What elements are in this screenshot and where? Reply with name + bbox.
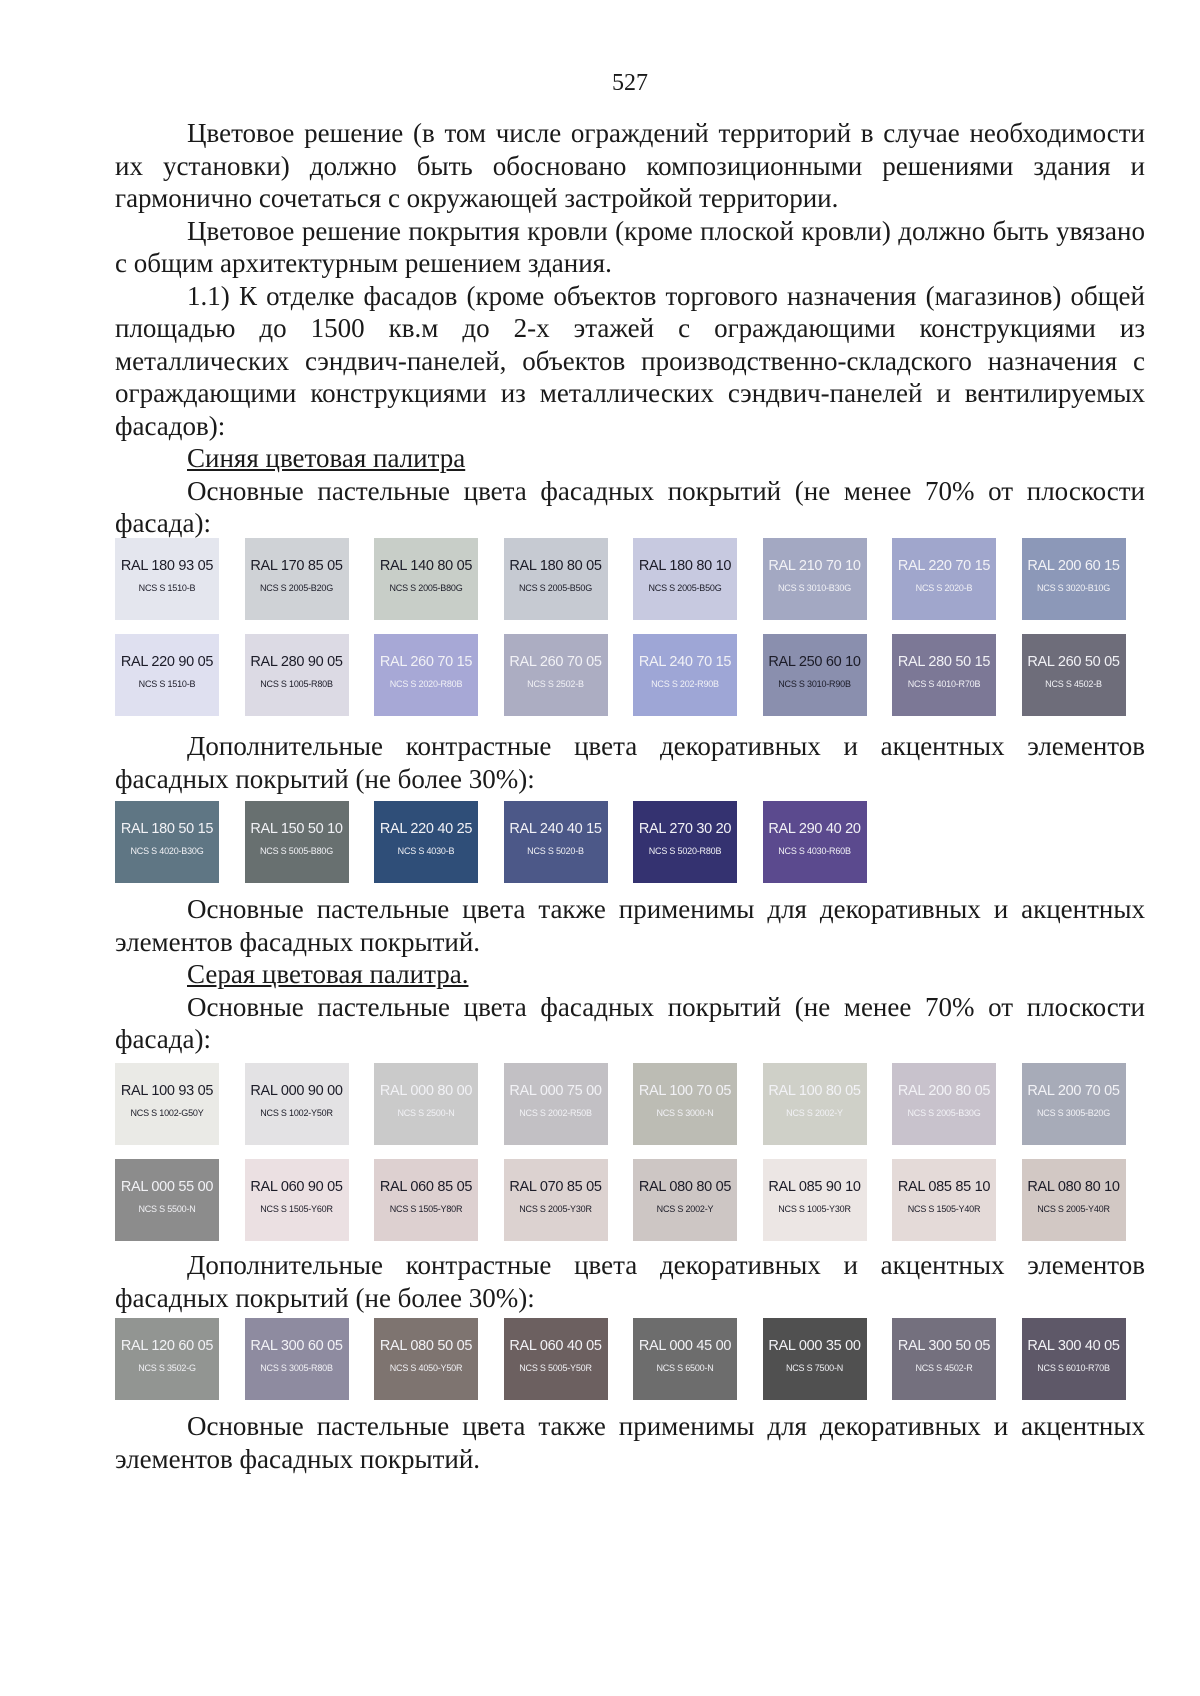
color-swatch [245, 1318, 349, 1400]
ncs-code: NCS S 5500-N [138, 1204, 196, 1214]
ncs-code: NCS S 1002-G50Y [130, 1108, 204, 1118]
ral-code: RAL 000 90 00 [250, 1083, 343, 1099]
color-swatch [1022, 1159, 1126, 1241]
ncs-code: NCS S 3005-B20G [1036, 1108, 1111, 1118]
ral-code: RAL 080 50 05 [379, 1338, 473, 1354]
paragraph-roof-color: Цветовое решение покрытия кровли (кроме плоской кровли) должно быть увязано с общим архитектурным решением здания. [115, 215, 1145, 278]
ral-code: RAL 060 85 05 [379, 1179, 473, 1195]
color-swatch [504, 538, 608, 620]
paragraph-color-solution: Цветовое решение (в том числе ограждений территорий в случае необходимости их установки) должно быть обосновано композиционными решениями здания и гармонично сочетаться с окружающей застройкой территории. [115, 118, 1145, 213]
ncs-code: NCS S 3005-R80B [260, 1363, 333, 1373]
ral-code: RAL 220 40 25 [379, 821, 473, 837]
color-swatch [633, 538, 737, 620]
color-swatch [374, 1063, 478, 1145]
color-swatch [763, 1318, 867, 1400]
color-swatch [115, 1318, 219, 1400]
color-swatch [115, 1063, 219, 1145]
blue-note-text [115, 893, 1145, 1056]
ral-code: RAL 100 70 05 [638, 1083, 732, 1099]
paragraph-grey-main: Основные пастельные цвета фасадных покрытий (не менее 70% от плоскости фасада): [115, 991, 1145, 1054]
ral-code: RAL 290 40 20 [768, 821, 861, 837]
color-swatch [115, 801, 219, 883]
ncs-code: NCS S 6010-R70B [1037, 1363, 1110, 1373]
ncs-code: NCS S 1510-B [138, 583, 196, 593]
ral-code: RAL 260 70 15 [379, 654, 473, 670]
color-swatch [115, 538, 219, 620]
ral-code: RAL 080 80 10 [1027, 1179, 1120, 1195]
ral-code: RAL 270 30 20 [638, 821, 732, 837]
ral-code: RAL 060 40 05 [509, 1338, 602, 1354]
paragraph-facade-finishing: 1.1) К отделке фасадов (кроме объектов торгового назначения (магазинов) общей площадью до 1500 кв.м до 2-х этажей с ограждающими конструкциями из металлических сэндвич-панелей, объектов производственно-складского назначения с ограждающими конструкциями из металлических сэндвич-панелей и вентилируемых фасадов): [115, 280, 1145, 441]
ncs-code: NCS S 2500-N [397, 1108, 455, 1118]
ncs-code: NCS S 2002-Y [786, 1108, 843, 1118]
ncs-code: NCS S 4050-Y50R [389, 1363, 463, 1373]
ncs-code: NCS S 2005-B30G [907, 1108, 981, 1118]
color-swatch [633, 1318, 737, 1400]
ral-code: RAL 220 90 05 [120, 654, 214, 670]
ncs-code: NCS S 3000-N [656, 1108, 714, 1118]
ral-code: RAL 240 70 15 [638, 654, 732, 670]
ral-code: RAL 280 50 15 [897, 654, 991, 670]
ncs-code: NCS S 202-R90B [651, 679, 719, 689]
ral-code: RAL 200 80 05 [897, 1083, 991, 1099]
color-swatch [245, 1159, 349, 1241]
ncs-code: NCS S 5005-Y50R [519, 1363, 592, 1373]
color-swatch [763, 1159, 867, 1241]
color-swatch [892, 538, 996, 620]
ncs-code: NCS S 1505-Y60R [260, 1204, 333, 1214]
ral-code: RAL 085 90 10 [768, 1179, 861, 1195]
color-swatch [1022, 538, 1126, 620]
page-number: 527 [612, 70, 648, 96]
color-swatch [374, 1159, 478, 1241]
ncs-code: NCS S 4030-R60B [778, 846, 851, 856]
ral-code: RAL 085 85 10 [897, 1179, 991, 1195]
ncs-code: NCS S 2020-R80B [389, 679, 463, 689]
ral-code: RAL 000 35 00 [768, 1338, 861, 1354]
grey-note-text [115, 1410, 1145, 1475]
color-swatch [1022, 1318, 1126, 1400]
ncs-code: NCS S 1002-Y50R [260, 1108, 333, 1118]
ral-code: RAL 080 80 05 [638, 1179, 732, 1195]
ncs-code: NCS S 1505-Y80R [389, 1204, 463, 1214]
paragraph-blue-accent: Дополнительные контрастные цвета декоративных и акцентных элементов фасадных покрытий (не более 30%): [115, 731, 1145, 794]
ral-code: RAL 070 85 05 [509, 1179, 602, 1195]
ral-code: RAL 300 40 05 [1027, 1338, 1120, 1354]
color-swatch [115, 634, 219, 716]
color-swatch [763, 634, 867, 716]
ncs-code: NCS S 2005-B50G [518, 583, 593, 593]
color-swatch [504, 1318, 608, 1400]
grey-accent-text [115, 1249, 1145, 1314]
ral-code: RAL 300 50 05 [897, 1338, 991, 1354]
color-swatch [374, 801, 478, 883]
ral-code: RAL 170 85 05 [250, 558, 343, 574]
paragraph-blue-main: Основные пастельные цвета фасадных покрытий (не менее 70% от плоскости фасада): [115, 475, 1145, 538]
ncs-code: NCS S 2005-B80G [389, 583, 463, 593]
color-swatch [633, 1159, 737, 1241]
ral-code: RAL 100 93 05 [120, 1083, 214, 1099]
ral-code: RAL 060 90 05 [250, 1179, 343, 1195]
ncs-code: NCS S 1505-Y40R [907, 1204, 981, 1214]
ral-code: RAL 150 50 10 [250, 821, 343, 837]
ncs-code: NCS S 2020-B [915, 583, 973, 593]
ral-code: RAL 180 50 15 [120, 821, 214, 837]
ncs-code: NCS S 3020-B10G [1036, 583, 1111, 593]
ral-code: RAL 180 80 05 [509, 558, 602, 574]
ncs-code: NCS S 2502-B [527, 679, 584, 689]
ncs-code: NCS S 1005-R80B [260, 679, 333, 689]
color-swatch [892, 1318, 996, 1400]
color-swatch [1022, 1063, 1126, 1145]
ncs-code: NCS S 5020-R80B [648, 846, 722, 856]
ral-code: RAL 200 60 15 [1027, 558, 1120, 574]
ral-code: RAL 000 75 00 [509, 1083, 602, 1099]
heading-blue-palette: Синяя цветовая палитра [187, 443, 466, 473]
ncs-code: NCS S 3010-B30G [777, 583, 852, 593]
ral-code: RAL 300 60 05 [250, 1338, 343, 1354]
ncs-code: NCS S 7500-N [785, 1363, 844, 1373]
ncs-code: NCS S 5020-B [527, 846, 584, 856]
ncs-code: NCS S 4020-B30G [130, 846, 204, 856]
color-swatch [374, 634, 478, 716]
ncs-code: NCS S 2005-Y30R [519, 1204, 592, 1214]
paragraph-grey-accent: Дополнительные контрастные цвета декоративных и акцентных элементов фасадных покрытий (не более 30%): [115, 1250, 1145, 1313]
color-swatch [245, 634, 349, 716]
ncs-code: NCS S 4030-B [397, 846, 455, 856]
ncs-code: NCS S 4010-R70B [907, 679, 981, 689]
color-swatch [1022, 634, 1126, 716]
color-swatch [633, 1063, 737, 1145]
color-swatch [245, 538, 349, 620]
ral-code: RAL 220 70 15 [897, 558, 991, 574]
color-swatch [763, 801, 867, 883]
paragraph-grey-note: Основные пастельные цвета также применимы для декоративных и акцентных элементов фасадных покрытий. [115, 1411, 1145, 1474]
ncs-code: NCS S 2002-R50B [519, 1108, 592, 1118]
ncs-code: NCS S 2005-B50G [648, 583, 722, 593]
ral-code: RAL 180 93 05 [120, 558, 214, 574]
ncs-code: NCS S 1005-Y30R [778, 1204, 851, 1214]
color-swatch [763, 1063, 867, 1145]
color-swatch [892, 1159, 996, 1241]
color-swatch [892, 634, 996, 716]
ral-code: RAL 120 60 05 [120, 1338, 214, 1354]
color-swatch [633, 634, 737, 716]
ncs-code: NCS S 3010-R90B [778, 679, 851, 689]
ral-code: RAL 260 50 05 [1027, 654, 1120, 670]
ncs-code: NCS S 1510-B [138, 679, 196, 689]
ral-code: RAL 000 80 00 [379, 1083, 473, 1099]
ncs-code: NCS S 5005-B80G [259, 846, 334, 856]
ral-code: RAL 000 55 00 [120, 1179, 214, 1195]
ral-code: RAL 140 80 05 [379, 558, 473, 574]
ncs-code: NCS S 2002-Y [656, 1204, 714, 1214]
ncs-code: NCS S 2005-Y40R [1037, 1204, 1110, 1214]
ncs-code: NCS S 3502-G [138, 1363, 196, 1373]
color-swatch [115, 1159, 219, 1241]
color-swatch [504, 634, 608, 716]
ral-code: RAL 100 80 05 [768, 1083, 861, 1099]
ral-code: RAL 000 45 00 [638, 1338, 732, 1354]
color-swatch [504, 801, 608, 883]
color-swatch [245, 1063, 349, 1145]
color-swatch [504, 1063, 608, 1145]
ral-code: RAL 250 60 10 [768, 654, 861, 670]
ncs-code: NCS S 6500-N [656, 1363, 714, 1373]
color-swatch [763, 538, 867, 620]
color-swatch [633, 801, 737, 883]
paragraph-blue-note: Основные пастельные цвета также применимы для декоративных и акцентных элементов фасадных покрытий. [115, 894, 1145, 957]
ral-code: RAL 210 70 10 [768, 558, 861, 574]
color-swatch [245, 801, 349, 883]
ncs-code: NCS S 2005-B20G [259, 583, 334, 593]
color-swatch [892, 1063, 996, 1145]
ncs-code: NCS S 4502-R [915, 1363, 973, 1373]
ral-code: RAL 240 40 15 [509, 821, 602, 837]
heading-grey-palette: Серая цветовая палитра. [187, 959, 469, 989]
intro-text [115, 117, 1145, 540]
blue-accent-text [115, 730, 1145, 795]
ral-code: RAL 260 70 05 [509, 654, 602, 670]
ral-code: RAL 280 90 05 [250, 654, 343, 670]
color-swatch [504, 1159, 608, 1241]
ral-code: RAL 180 80 10 [638, 558, 732, 574]
color-swatch [374, 538, 478, 620]
ral-code: RAL 200 70 05 [1027, 1083, 1120, 1099]
color-swatch [374, 1318, 478, 1400]
ncs-code: NCS S 4502-B [1045, 679, 1102, 689]
